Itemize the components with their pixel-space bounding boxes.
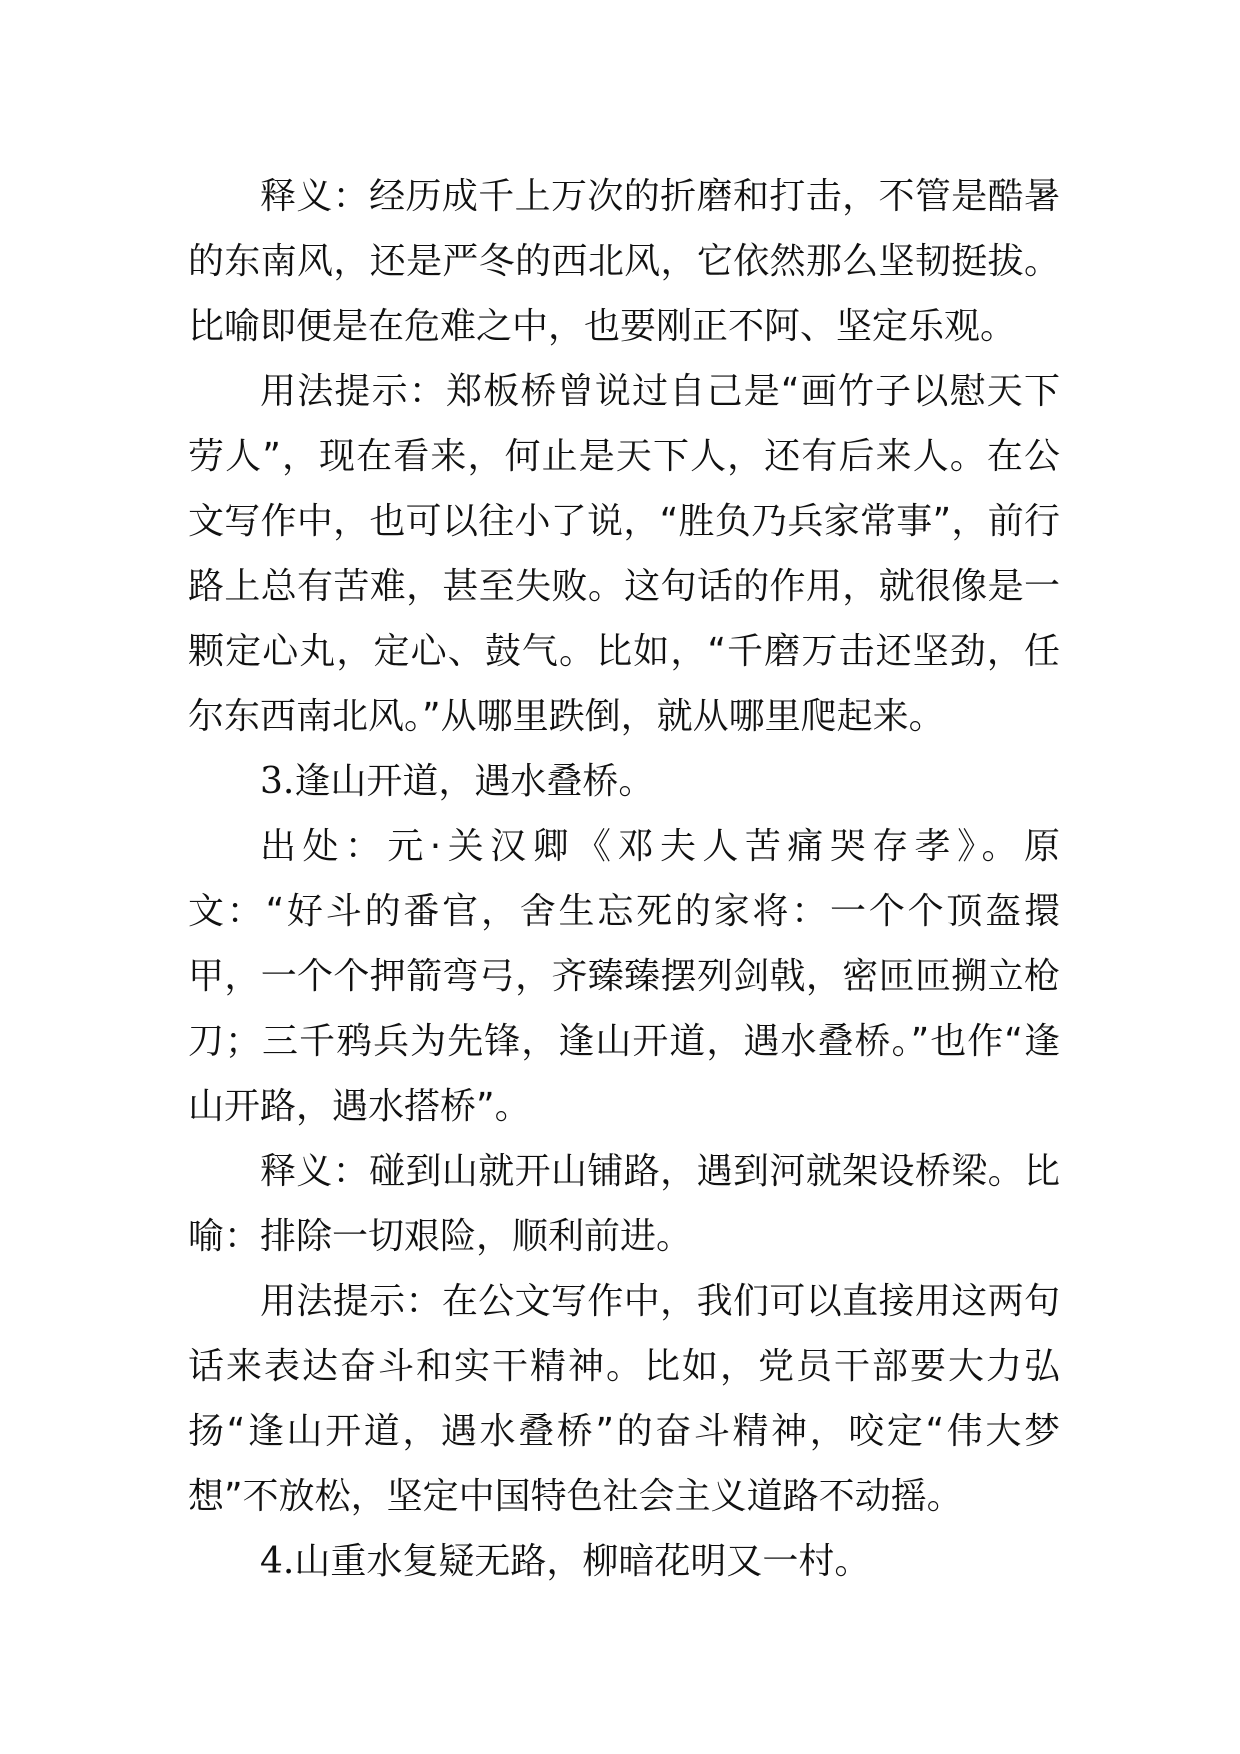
paragraph-definition: 释义：经历成千上万次的折磨和打击，不管是酷暑的东南风，还是严冬的西北风，它依然那么坚韧挺拔。比喻即便是在危难之中，也要刚正不阿、坚定乐观。 (188, 176, 1060, 347)
section-heading-4: 4.山重水复疑无路，柳暗花明又一村。 (260, 1541, 871, 1582)
paragraph-usage-tip: 用法提示：郑板桥曾说过自己是“画竹子以慰天下劳人”，现在看来，何止是天下人，还有后来人。在公文写作中，也可以往小了说，“胜负乃兵家常事”，前行路上总有苦难，甚至失败。这句话的作用，就很像是一颗定心丸，定心、鼓气。比如，“千磨万击还坚劲，任尔东西南北风。”从哪里跌倒，就从哪里爬起来。 (188, 371, 1060, 737)
paragraph-definition: 释义：碰到山就开山铺路，遇到河就架设桥梁。比喻：排除一切艰险，顺利前进。 (188, 1151, 1060, 1257)
paragraph-source: 出处：元·关汉卿《邓夫人苦痛哭存孝》。原文：“好斗的番官，舍生忘死的家将：一个个顶盔擐甲，一个个押箭弯弓，齐臻臻摆列剑戟，密匝匝搠立枪刀；三千鸦兵为先锋，逢山开道，遇水叠桥。”也作“逢山开路，遇水搭桥”。 (188, 826, 1060, 1127)
paragraph-usage-tip: 用法提示：在公文写作中，我们可以直接用这两句话来表达奋斗和实干精神。比如，党员干部要大力弘扬“逢山开道，遇水叠桥”的奋斗精神，咬定“伟大梦想”不放松，坚定中国特色社会主义道路不动摇。 (188, 1281, 1060, 1517)
document-body (188, 164, 1060, 1594)
section-heading-3: 3.逢山开道，遇水叠桥。 (260, 761, 655, 802)
